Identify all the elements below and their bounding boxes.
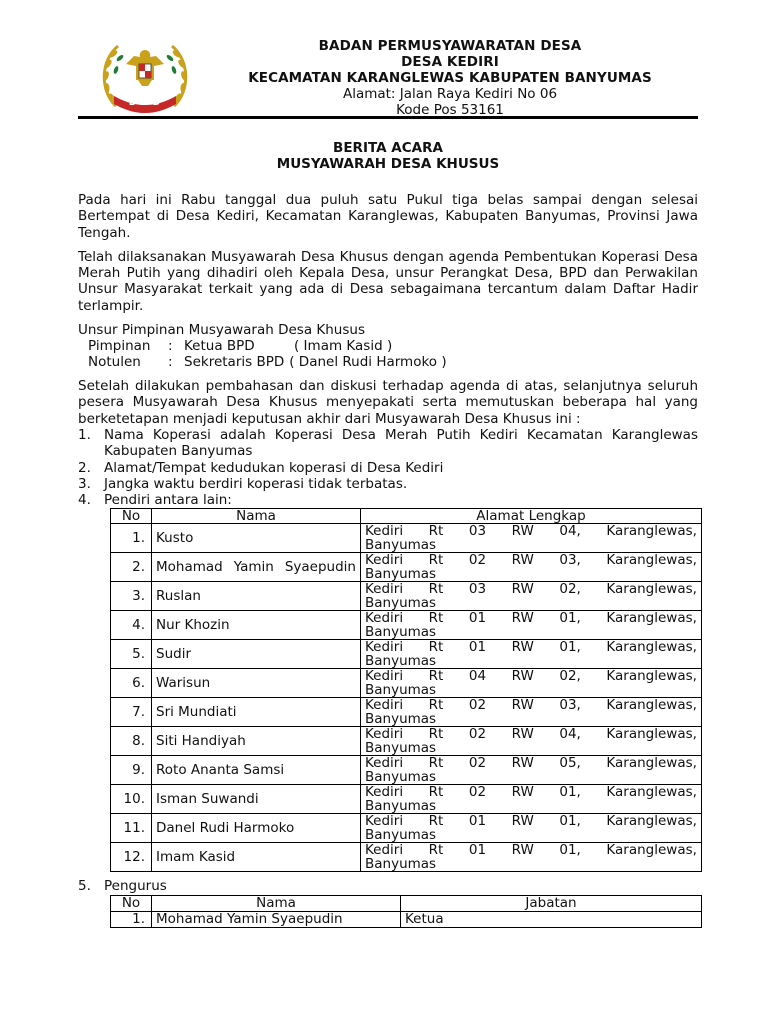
notulen-role: Notulen	[88, 354, 141, 371]
address-rt-label: Rt	[428, 726, 444, 743]
cell-no: 10.	[111, 785, 152, 814]
paragraph-decision-intro: Setelah dilakukan pembahasan dan diskusi terhadap agenda di atas, selanjutnya seluruh pesera Musyawarah Desa Khusus menyepakati serta memutuskan beberapa hal yang berketetapan menjadi keputusan akhir dari Musyawarah Desa Khusus ini :	[78, 378, 698, 427]
cell-no: 1.	[111, 911, 152, 927]
header-no: No	[111, 509, 152, 524]
address-village: Kediri	[365, 639, 404, 656]
address-district: Karanglewas,	[606, 668, 697, 685]
header-nama: Nama	[152, 895, 401, 911]
address-district: Karanglewas,	[606, 581, 697, 598]
address-rt: 02	[468, 755, 487, 772]
letterhead-line-2: DESA KEDIRI	[401, 54, 499, 70]
header-jabatan: Jabatan	[401, 895, 702, 911]
address-rt: 01	[468, 639, 487, 656]
cell-no: 11.	[111, 814, 152, 843]
address-village: Kediri	[365, 668, 404, 685]
address-rt-label: Rt	[428, 668, 444, 685]
address-rw-label: RW	[511, 523, 534, 540]
address-district: Karanglewas,	[606, 639, 697, 656]
address-rt-label: Rt	[428, 842, 444, 859]
table-row	[111, 640, 702, 669]
address-line-1	[365, 553, 697, 567]
address-rw: 02,	[559, 581, 581, 598]
cell-no: 1.	[111, 524, 152, 553]
address-district: Karanglewas,	[606, 552, 697, 569]
address-village: Kediri	[365, 842, 404, 859]
address-village: Kediri	[365, 813, 404, 830]
address-village: Kediri	[365, 784, 404, 801]
address-rw: 04,	[559, 523, 581, 540]
address-rw: 03,	[559, 697, 581, 714]
table-row	[111, 756, 702, 785]
address-line-1	[365, 727, 697, 741]
address-rw-label: RW	[511, 610, 534, 627]
cell-alamat	[361, 814, 702, 843]
header-nama: Nama	[152, 509, 361, 524]
cell-alamat	[361, 727, 702, 756]
cell-nama: Mohamad Yamin Syaepudin	[152, 553, 361, 582]
list-item	[78, 427, 698, 460]
header-no: No	[111, 895, 152, 911]
cell-nama: Danel Rudi Harmoko	[152, 814, 361, 843]
address-rw-label: RW	[511, 639, 534, 656]
pimpinan-name: ( Imam Kasid )	[294, 338, 393, 355]
address-line-1	[365, 785, 697, 799]
cell-nama: Roto Ananta Samsi	[152, 756, 361, 785]
pengurus-table	[110, 895, 702, 928]
address-rt: 03	[468, 523, 487, 540]
list-item-text: Alamat/Tempat kedudukan koperasi di Desa Kediri	[104, 459, 444, 476]
list-item-text: Nama Koperasi adalah Koperasi Desa Merah Putih Kediri Kecamatan Karanglewas Kabupaten Banyumas	[104, 426, 698, 460]
address-line-1	[365, 756, 697, 770]
address-village: Kediri	[365, 552, 404, 569]
address-regency: Banyumas	[365, 566, 437, 583]
address-rt-label: Rt	[428, 523, 444, 540]
cell-alamat	[361, 669, 702, 698]
cell-nama: Kusto	[152, 524, 361, 553]
address-rw: 05,	[559, 755, 581, 772]
address-rt-label: Rt	[428, 755, 444, 772]
address-regency: Banyumas	[365, 682, 437, 699]
table-row	[111, 553, 702, 582]
address-village: Kediri	[365, 523, 404, 540]
cell-nama: Siti Handiyah	[152, 727, 361, 756]
address-rt: 02	[468, 784, 487, 801]
list-item	[78, 460, 698, 476]
address-district: Karanglewas,	[606, 726, 697, 743]
address-regency: Banyumas	[365, 537, 437, 554]
paragraph-agenda: Telah dilaksanakan Musyawarah Desa Khusus dengan agenda Pembentukan Koperasi Desa Merah Putih yang dihadiri oleh Kepala Desa, unsur Perangkat Desa, BPD dan Perwakilan Unsur Masyarakat terkait yang ada di Desa sebagaimana tercantum dalam Daftar Hadir terlampir.	[78, 248, 698, 314]
address-rt: 01	[468, 610, 487, 627]
address-rt: 01	[468, 842, 487, 859]
list-item-number: 5.	[78, 878, 91, 895]
pimpinan-section	[78, 322, 698, 370]
address-rw-label: RW	[511, 755, 534, 772]
list-item-text: Pengurus	[104, 878, 167, 895]
address-regency: Banyumas	[365, 856, 437, 873]
address-rt-label: Rt	[428, 552, 444, 569]
logo-label: B P D	[128, 98, 162, 108]
address-village: Kediri	[365, 581, 404, 598]
address-rw: 03,	[559, 552, 581, 569]
address-regency: Banyumas	[365, 624, 437, 641]
address-rt-label: Rt	[428, 813, 444, 830]
cell-alamat	[361, 553, 702, 582]
cell-alamat	[361, 698, 702, 727]
address-rw-label: RW	[511, 668, 534, 685]
address-rt-label: Rt	[428, 639, 444, 656]
address-rw-label: RW	[511, 813, 534, 830]
address-rw: 01,	[559, 639, 581, 656]
list-item-number: 2.	[78, 459, 91, 476]
list-item-number: 4.	[78, 492, 91, 509]
address-regency: Banyumas	[365, 798, 437, 815]
address-regency: Banyumas	[365, 827, 437, 844]
pengurus-table-body	[111, 911, 702, 927]
address-rw-label: RW	[511, 581, 534, 598]
cell-alamat	[361, 785, 702, 814]
cell-nama: Ruslan	[152, 582, 361, 611]
pengurus-list	[78, 878, 698, 894]
address-rt-label: Rt	[428, 784, 444, 801]
cell-alamat	[361, 582, 702, 611]
address-rt: 02	[468, 552, 487, 569]
letterhead-line-3: KECAMATAN KARANGLEWAS KABUPATEN BANYUMAS	[248, 70, 652, 86]
address-line-1	[365, 698, 697, 712]
list-item	[78, 476, 698, 492]
cell-no: 3.	[111, 582, 152, 611]
cell-nama: Imam Kasid	[152, 843, 361, 872]
address-line-1	[365, 814, 697, 828]
address-regency: Banyumas	[365, 653, 437, 670]
list-item-text: Jangka waktu berdiri koperasi tidak terbatas.	[104, 475, 408, 492]
pimpinan-title: Ketua BPD	[184, 338, 255, 355]
cell-no: 12.	[111, 843, 152, 872]
pimpinan-heading: Unsur Pimpinan Musyawarah Desa Khusus	[78, 322, 365, 339]
table-row	[111, 582, 702, 611]
letterhead-line-1: BADAN PERMUSYAWARATAN DESA	[318, 38, 582, 54]
cell-no: 9.	[111, 756, 152, 785]
address-district: Karanglewas,	[606, 842, 697, 859]
header-alamat: Alamat Lengkap	[361, 509, 702, 524]
document-title	[78, 140, 698, 172]
address-rt: 02	[468, 697, 487, 714]
address-district: Karanglewas,	[606, 755, 697, 772]
cell-alamat	[361, 524, 702, 553]
address-district: Karanglewas,	[606, 813, 697, 830]
address-rw: 01,	[559, 784, 581, 801]
cell-no: 6.	[111, 669, 152, 698]
table-header-row	[111, 509, 702, 524]
cell-no: 2.	[111, 553, 152, 582]
address-village: Kediri	[365, 697, 404, 714]
address-rt-label: Rt	[428, 610, 444, 627]
address-rt-label: Rt	[428, 581, 444, 598]
cell-jabatan: Ketua	[401, 911, 702, 927]
cell-alamat	[361, 756, 702, 785]
address-rt: 01	[468, 813, 487, 830]
cell-alamat	[361, 611, 702, 640]
title-line-2: MUSYAWARAH DESA KHUSUS	[276, 156, 500, 172]
letterhead	[200, 38, 700, 118]
cell-nama: Sri Mundiati	[152, 698, 361, 727]
notulen-row	[78, 354, 698, 370]
cell-nama: Isman Suwandi	[152, 785, 361, 814]
address-rt: 02	[468, 726, 487, 743]
table-row	[111, 698, 702, 727]
table-row	[111, 785, 702, 814]
letterhead-divider	[78, 116, 698, 119]
cell-no: 4.	[111, 611, 152, 640]
cell-nama: Nur Khozin	[152, 611, 361, 640]
address-regency: Banyumas	[365, 740, 437, 757]
cell-no: 7.	[111, 698, 152, 727]
address-district: Karanglewas,	[606, 523, 697, 540]
list-item-number: 1.	[78, 426, 91, 443]
address-line-1	[365, 669, 697, 683]
paragraph-opening: Pada hari ini Rabu tanggal dua puluh satu Pukul tiga belas sampai dengan selesai Bertempat di Desa Kediri, Kecamatan Karanglewas, Kabupaten Banyumas, Provinsi Jawa Tengah.	[78, 192, 698, 241]
address-rw-label: RW	[511, 784, 534, 801]
address-village: Kediri	[365, 755, 404, 772]
address-rt: 04	[468, 668, 487, 685]
pimpinan-colon: :	[168, 338, 173, 355]
address-line-1	[365, 524, 697, 538]
cell-no: 8.	[111, 727, 152, 756]
address-rw-label: RW	[511, 552, 534, 569]
address-rw: 01,	[559, 610, 581, 627]
document-body	[78, 192, 698, 928]
founders-table	[110, 508, 702, 872]
address-rw-label: RW	[511, 697, 534, 714]
notulen-title: Sekretaris BPD	[184, 354, 285, 371]
address-district: Karanglewas,	[606, 697, 697, 714]
cell-nama: Sudir	[152, 640, 361, 669]
list-item	[78, 492, 698, 508]
table-row	[111, 669, 702, 698]
decision-list	[78, 427, 698, 508]
pimpinan-row	[78, 338, 698, 354]
table-row	[111, 611, 702, 640]
address-rw: 02,	[559, 668, 581, 685]
address-rt: 03	[468, 581, 487, 598]
address-line-1	[365, 582, 697, 596]
founders-table-body	[111, 524, 702, 872]
address-village: Kediri	[365, 610, 404, 627]
address-rw: 01,	[559, 813, 581, 830]
table-header-row	[111, 895, 702, 911]
address-rw-label: RW	[511, 726, 534, 743]
table-row	[111, 843, 702, 872]
address-line-1	[365, 640, 697, 654]
address-regency: Banyumas	[365, 769, 437, 786]
table-row	[111, 727, 702, 756]
list-item	[78, 878, 698, 894]
address-line-1	[365, 611, 697, 625]
notulen-colon: :	[168, 354, 173, 371]
notulen-name: ( Danel Rudi Harmoko )	[289, 354, 447, 371]
cell-nama: Mohamad Yamin Syaepudin	[152, 911, 401, 927]
table-row	[111, 814, 702, 843]
cell-no: 5.	[111, 640, 152, 669]
list-item-number: 3.	[78, 475, 91, 492]
address-regency: Banyumas	[365, 711, 437, 728]
cell-nama: Warisun	[152, 669, 361, 698]
cell-alamat	[361, 640, 702, 669]
list-item-text: Pendiri antara lain:	[104, 492, 232, 509]
table-row	[111, 911, 702, 927]
letterhead-address: Alamat: Jalan Raya Kediri No 06	[342, 86, 558, 102]
pimpinan-role: Pimpinan	[88, 338, 151, 355]
address-rt-label: Rt	[428, 697, 444, 714]
address-rw: 04,	[559, 726, 581, 743]
address-village: Kediri	[365, 726, 404, 743]
address-district: Karanglewas,	[606, 610, 697, 627]
address-regency: Banyumas	[365, 595, 437, 612]
cell-alamat	[361, 843, 702, 872]
address-rw: 01,	[559, 842, 581, 859]
address-line-1	[365, 843, 697, 857]
address-rw-label: RW	[511, 842, 534, 859]
address-district: Karanglewas,	[606, 784, 697, 801]
title-line-1: BERITA ACARA	[333, 140, 443, 156]
letterhead-postal: Kode Pos 53161	[396, 102, 504, 118]
table-row	[111, 524, 702, 553]
